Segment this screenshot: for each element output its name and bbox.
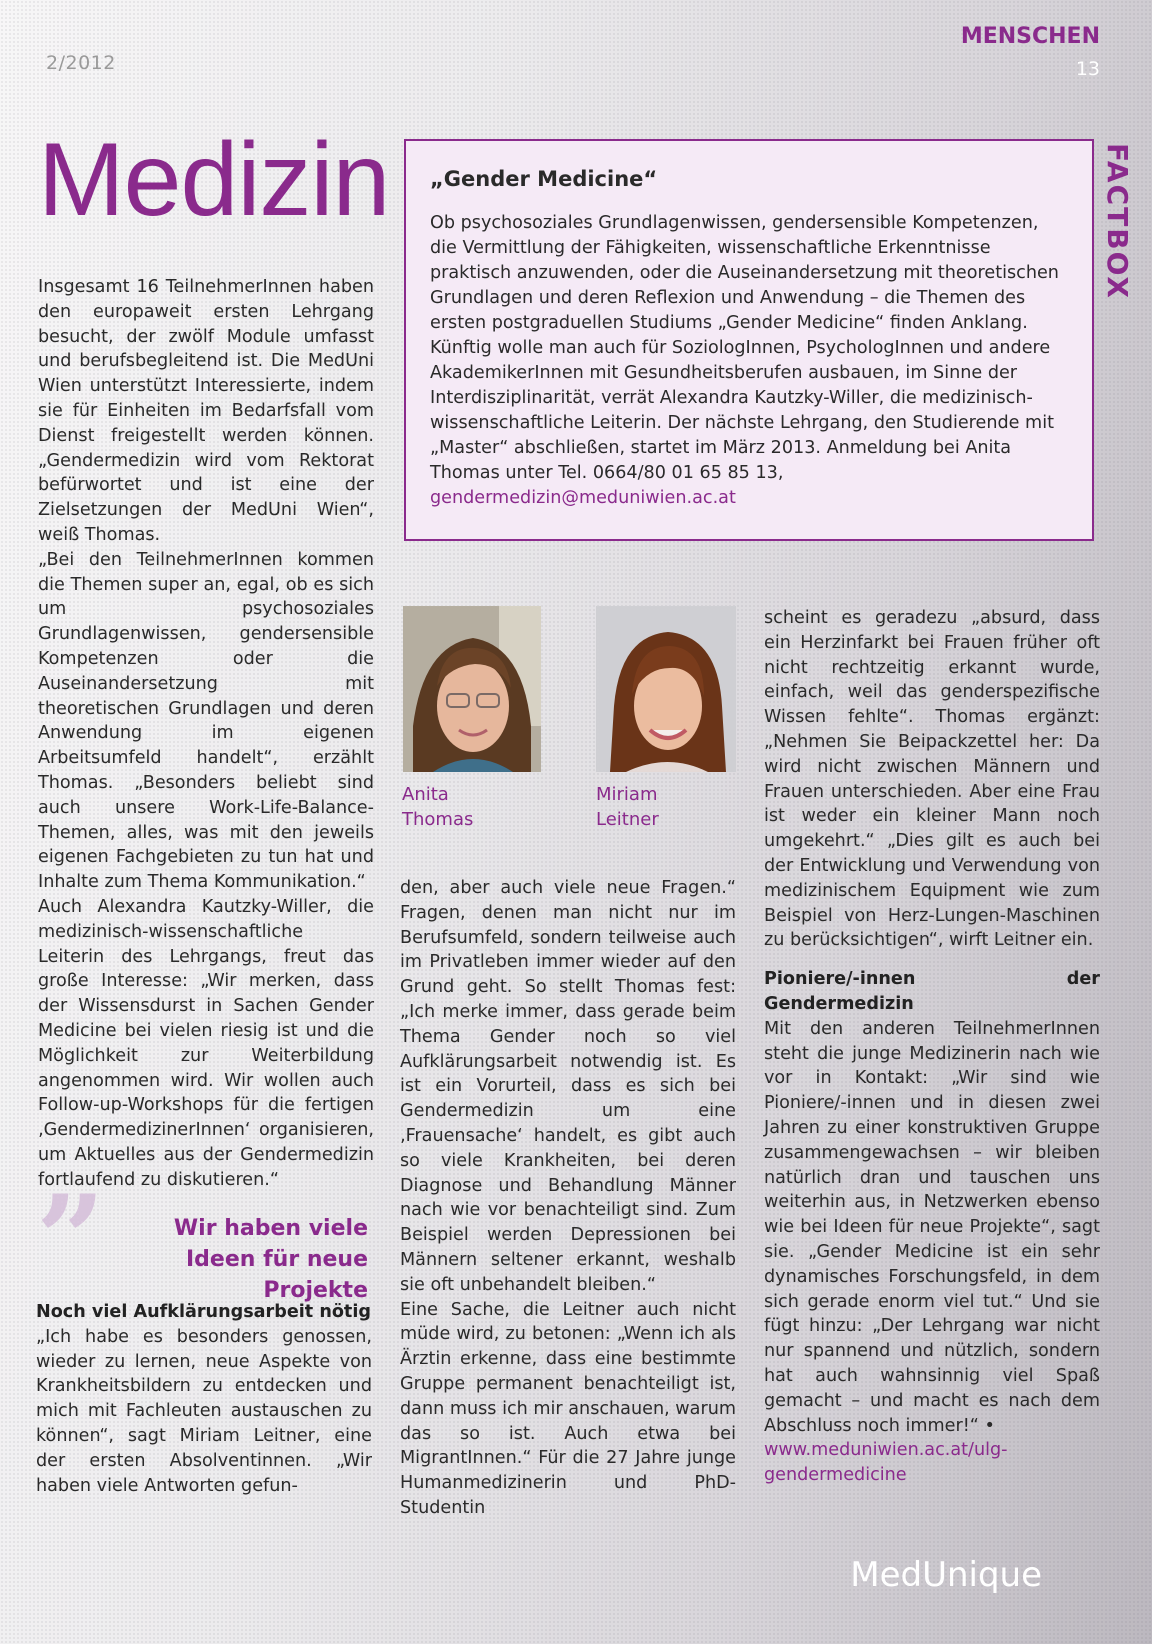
- portrait-photo-anita-thomas: [403, 606, 541, 772]
- issue-number: 2/2012: [46, 52, 116, 74]
- photo-caption: Miriam Leitner: [596, 784, 659, 830]
- paragraph: Auch Alexandra Kautzky-Willer, die medizinisch-wissenschaftliche Leiterin des Lehrgangs, freut das große Interesse: „Wir merken, dass der Wissensdurst in Sachen Gender Medicine bei vielen riesig ist und die Möglichkeit zur Weiterbildung angenommen wird. Wir wollen auch Follow-up-Workshops für die fertigen ‚GendermedizinerInnen‘ organisieren, um Aktuelles aus der Gendermedizin fortlaufend zu diskutieren.“: [38, 896, 374, 1190]
- magazine-logo: MedUnique: [850, 1555, 1042, 1595]
- paragraph: Insgesamt 16 TeilnehmerInnen haben den europaweit ersten Lehrgang besucht, der zwölf Module umfasst und berufsbegleitend ist. Die MedUni Wien unterstützt Interessierte, indem sie für Einheiten im Bedarfsfall vom Dienst freigestellt werden können. „Gendermedizin wird vom Rektorat befürwortet und ist eine der Zielsetzungen der MedUni Wien“, weiß Thomas.: [38, 277, 374, 545]
- paragraph: den, aber auch viele neue Fragen.“ Fragen, denen man nicht nur im Berufsumfeld, sondern teilweise auch im Privatleben immer wieder auf den Grund geht. So stellt Thomas fest: „Ich merke immer, dass gerade beim Thema Gender noch so viel Aufklärungsarbeit notwendig ist. Es ist ein Vorurteil, dass es sich bei Gendermedizin um eine ‚Frauensache‘ handelt, es gibt auch so viele Krankheiten, bei deren Diagnose und Behandlung Männer nach wie vor benachteiligt sind. Zum Beispiel werden Depressionen bei Männern seltener erkannt, weshalb sie oft unbehandelt bleiben.“: [400, 878, 736, 1295]
- factbox-tab-label: FACTBOX: [1101, 143, 1134, 300]
- section-label: MENSCHEN: [960, 24, 1100, 49]
- factbox: [404, 139, 1094, 541]
- photo-caption: Anita Thomas: [402, 784, 474, 830]
- paragraph: „Ich habe es besonders genossen, wieder zu lernen, neue Aspekte von Krankheitsbildern zu entdecken und mich mit Fachleuten austauschen zu können“, sagt Miriam Leitner, eine der ersten Absolventinnen. „Wir haben viele Antworten gefun-: [36, 1326, 372, 1496]
- subheading: Noch viel Aufklärungsarbeit nötig: [36, 1302, 371, 1322]
- column-3: [764, 606, 1100, 1488]
- paragraph: „Bei den TeilnehmerInnen kommen die Themen super an, egal, ob es sich um psychosoziales Grundlagenwissen, gendersensible Kompetenzen oder die Auseinandersetzung mit theoretischen Grundlagen und deren Anwendung im eigenen Arbeitsumfeld handelt“, erzählt Thomas. „Besonders beliebt sind auch unsere Work-Life-Balance-Themen, alles, was mit den jeweils eigenen Fachgebieten zu tun hat und Inhalte zum Thema Kommunikation.“: [38, 549, 374, 893]
- factbox-title: „Gender Medicine“: [430, 167, 658, 191]
- article-title: Medizin: [38, 122, 390, 238]
- pull-quote: Wir haben viele Ideen für neue Projekte: [173, 1216, 368, 1303]
- paragraph: Eine Sache, die Leitner auch nicht müde wird, zu betonen: „Wenn ich als Ärztin erkenne, dass eine bestimmte Gruppe permanent benachteiligt ist, dann muss ich mir anschauen, warum das so ist. Auch etwa bei MigrantInnen.“ Für die 27 Jahre junge Humanmedizinerin und PhD-Studentin: [400, 1299, 736, 1518]
- paragraph: Mit den anderen TeilnehmerInnen steht die junge Medizinerin nach wie vor in Kontakt: „Wir sind wie Pioniere/-innen und in diesen zwei Jahren zu einer konstruktiven Gruppe zusammengewachsen – wir bleiben natürlich dran und tauschen uns weiterhin aus, in Netzwerken ebenso wie bei Ideen für neue Projekte“, sagt sie. „Gender Medicine ist ein sehr dynamisches Forschungsfeld, in dem sich gerade enorm viel tut.“ Und sie fügt hinzu: „Der Lehrgang war nicht nur spannend und nützlich, sondern hat auch wahnsinnig viel Spaß gemacht – und macht es nach dem Abschluss noch immer!“ •: [764, 1018, 1100, 1436]
- column-1: [38, 275, 374, 1192]
- quote-mark-icon: ”: [36, 1169, 88, 1310]
- portrait-photo-miriam-leitner: [596, 606, 736, 772]
- paragraph: scheint es geradezu „absurd, dass ein Herzinfarkt bei Frauen früher oft nicht rechtzeitig erkannt wurde, einfach, weil das genderspezifische Wissen fehlte“. Thomas ergänzt: „Nehmen Sie Beipackzettel her: Da wird nicht zwischen Männern und Frauen unterschieden. Aber eine Frau ist weder ein kleiner Mann noch umgekehrt.“ „Dies gilt es auch bei der Entwicklung und Verwendung von medizinischem Equipment wie zum Beispiel von Herz-Lungen-Maschinen zu berücksichtigen“, wirft Leitner ein.: [764, 608, 1100, 951]
- article-web-link[interactable]: www.meduniwien.ac.at/ulg-gendermedicine: [764, 1440, 1008, 1486]
- subheading: Pioniere/-innen der Gendermedizin: [764, 969, 1100, 1014]
- factbox-body: Ob psychosoziales Grundlagenwissen, gendersensible Kompetenzen, die Vermittlung der Fähigkeiten, wissenschaftliche Erkenntnisse praktisch anzuwenden, oder die Auseinandersetzung mit theoretischen Grundlagen und deren Reflexion und Anwendung – die Themen des ersten postgraduellen Studiums „Gender Medicine“ finden Anklang. Künftig wolle man auch für SoziologInnen, PsychologInnen und andere AkademikerInnen mit Gesundheitsberufen ausbauen, im Sinne der Interdisziplinarität, verrät Alexandra Kautzky-Willer, die medizinisch-wissenschaftliche Leiterin. Der nächste Lehrgang, den Studierende mit „Master“ abschließen, startet im März 2013. Anmeldung bei Anita Thomas unter Tel. 0664/80 01 65 85 13,: [430, 213, 1059, 483]
- factbox-email-link[interactable]: gendermedizin@meduniwien.ac.at: [430, 488, 736, 508]
- column-2: [400, 876, 736, 1521]
- page-number: 13: [1075, 58, 1100, 80]
- column-1-lower: [36, 1300, 372, 1498]
